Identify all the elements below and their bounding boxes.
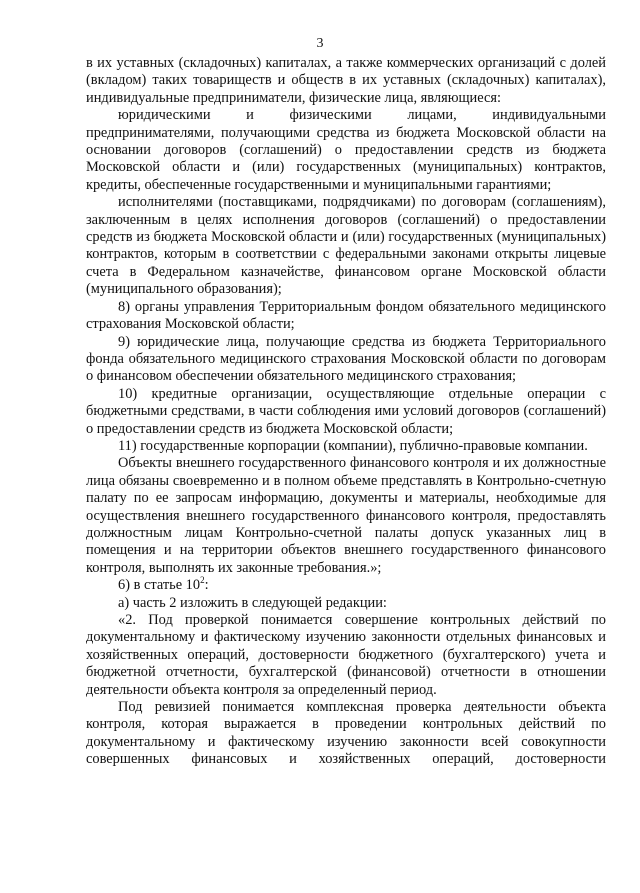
document-body [86, 55, 606, 769]
paragraph-legal-persons: юридическими и физическими лицами, индивидуальными предпринимателями, получающими средства из бюджета Московской области на основании договоров (соглашений) о предоставлении средств из бюджета Московской области и (или) государственных (муниципальных) контрактов, кредиты, обеспеченные государственными и муниципальными гарантиями; [86, 107, 606, 193]
amendment-item-6 [86, 577, 606, 594]
quoted-paragraph-inspection: «2. Под проверкой понимается совершение контрольных действий по документальному и фактическому изучению законности отдельных финансовых и хозяйственных операций, достоверности бюджетного (бухгалтерского) учета и бюджетной отчетности, бухгалтерской (финансовой) отчетности в отношении деятельности объекта контроля за определенный период. [86, 612, 606, 698]
quoted-paragraph-audit: Под ревизией понимается комплексная проверка деятельности объекта контроля, которая выражается в проведении контрольных действий по документальному и фактическому изучению законности всей совокупности совершенных финансовых и хозяйственных операций, достоверности [86, 699, 606, 768]
amendment-item-text: 6) в статье 10 [118, 577, 201, 594]
amendment-subitem-a: а) часть 2 изложить в следующей редакции: [118, 594, 387, 611]
amendment-item-superscript: 2 [200, 575, 205, 586]
paragraph-item-8: 8) органы управления Территориальным фондом обязательного медицинского страхования Московской области; [86, 298, 606, 333]
paragraph-contractors: исполнителями (поставщиками, подрядчиками) по договорам (соглашениям), заключенным в целях исполнения договоров (соглашений) о предоставлении средств из бюджета Московской области и (или) государственных (муниципальных) контрактов, которым в соответствии с федеральными законами открыты лицевые счета в Федеральном казначействе, финансовом органе Московской области (муниципального образования); [86, 194, 606, 298]
paragraph-item-10: 10) кредитные организации, осуществляющие отдельные операции с бюджетными средствами, в части соблюдения ими условий договоров (соглашений) о предоставлении средств из бюджета Московской области; [86, 385, 606, 437]
paragraph-continuation: в их уставных (складочных) капиталах, а также коммерческих организаций с долей (вкладом) таких товариществ и обществ в их уставных (складочных) капиталах), индивидуальные предприниматели, физические лица, являющиеся: [86, 55, 606, 106]
page-number: 3 [316, 36, 324, 51]
paragraph-item-11: 11) государственные корпорации (компании), публично-правовые компании. [118, 437, 588, 454]
paragraph-obligations: Объекты внешнего государственного финансового контроля и их должностные лица обязаны своевременно и в полном объеме представлять в Контрольно-счетную палату по ее запросам информацию, документы и материалы, необходимые для осуществления внешнего государственного финансового контроля, предоставлять должностным лицам Контрольно-счетной палаты допуск указанных лиц в помещения и на территории объектов внешнего государственного финансового контроля, выполнять их законные требования.»; [86, 455, 606, 576]
paragraph-item-9: 9) юридические лица, получающие средства из бюджета Территориального фонда обязательного медицинского страхования Московской области по договорам о финансовом обеспечении обязательного медицинского страхования; [86, 333, 606, 385]
amendment-item-colon: : [204, 577, 209, 594]
